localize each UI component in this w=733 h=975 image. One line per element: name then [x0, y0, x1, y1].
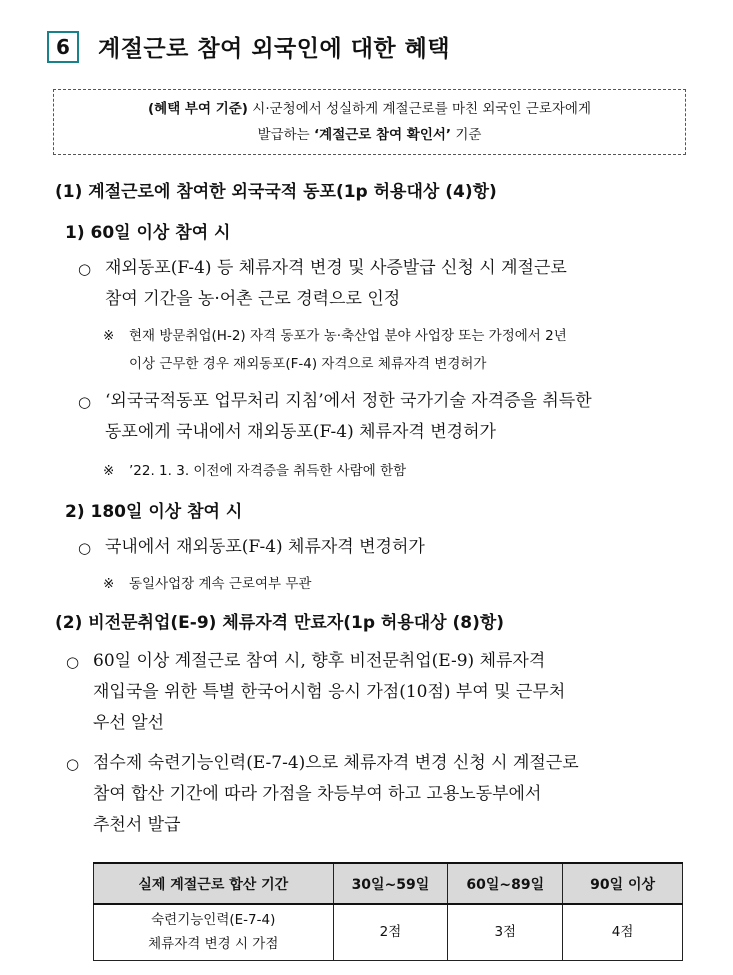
circle-bullet-icon: ○	[78, 539, 92, 557]
bullet-text	[93, 748, 688, 841]
page-title: 계절근로 참여 외국인에 대한 혜택	[98, 36, 451, 62]
bullet-line: ‘외국국적동포 업무처리 지침’에서 정한 국가기술 자격증을 취득한	[105, 391, 592, 411]
bullet-text	[105, 386, 690, 448]
bullet-line: 참여 기간을 농·어촌 근로 경력으로 인정	[105, 289, 401, 309]
criteria-line2-bold: ‘계절근로 참여 확인서’	[314, 127, 452, 143]
bullet-line: 동포에게 국내에서 재외동포(F-4) 체류자격 변경허가	[105, 422, 496, 442]
section1-heading: (1) 계절근로에 참여한 외국국적 동포(1p 허용대상 (4)항)	[55, 182, 497, 202]
table-header-cell: 90일 이상	[563, 863, 683, 904]
bullet-line: 재외동포(F-4) 등 체류자격 변경 및 사증발급 신청 시 계절근로	[105, 258, 567, 278]
bullet-line: 재입국을 위한 특별 한국어시험 응시 가점(10점) 부여 및 근무처	[93, 682, 566, 702]
table-header-row	[94, 863, 683, 904]
note-text: ’22. 1. 3. 이전에 자격증을 취득한 사람에 한함	[129, 463, 407, 479]
section1-sub1-note-2	[103, 457, 693, 485]
section2-bullet-2	[66, 748, 688, 844]
circle-bullet-icon: ○	[66, 755, 80, 773]
note-line: 현재 방문취업(H-2) 자격 동포가 농·축산업 분야 사업장 또는 가정에서 2년	[129, 328, 567, 344]
note-line: 이상 근무한 경우 재외동포(F-4) 자격으로 체류자격 변경허가	[129, 356, 487, 372]
section2-bullet-1	[66, 646, 688, 742]
table-row	[94, 904, 683, 960]
bullet-text: 국내에서 재외동포(F-4) 체류자격 변경허가	[105, 537, 425, 557]
note-text	[129, 322, 693, 378]
section1-sub2-note-1	[103, 570, 693, 598]
row-label-line: 숙련기능인력(E-7-4)	[151, 912, 276, 929]
section1-sub2-bullet-1	[78, 532, 690, 564]
table-cell: 2점	[333, 904, 448, 960]
bullet-line: 참여 합산 기간에 따라 가점을 차등부여 하고 고용노동부에서	[93, 784, 542, 804]
criteria-line-1	[54, 96, 685, 122]
bullet-line: 점수제 숙련기능인력(E-7-4)으로 체류자격 변경 신청 시 계절근로	[93, 753, 579, 773]
criteria-box	[53, 89, 686, 155]
criteria-line2-post: 기준	[451, 127, 482, 143]
circle-bullet-icon: ○	[66, 653, 80, 671]
table-cell: 3점	[448, 904, 563, 960]
table-row-label	[94, 904, 334, 960]
bonus-points-table	[93, 862, 683, 961]
section2-heading: (2) 비전문취업(E-9) 체류자격 만료자(1p 허용대상 (8)항)	[55, 613, 505, 633]
bullet-text	[93, 646, 688, 739]
section-number-badge: 6	[47, 31, 79, 63]
bullet-line: 추천서 발급	[93, 815, 181, 835]
circle-bullet-icon: ○	[78, 260, 92, 278]
table-header-cell: 30일~59일	[333, 863, 448, 904]
criteria-line1-text: 시·군청에서 성실하게 계절근로를 마친 외국인 근로자에게	[247, 101, 592, 117]
reference-mark-icon: ※	[103, 328, 115, 344]
criteria-line2-pre: 발급하는	[257, 127, 315, 143]
section1-sub2-heading: 2) 180일 이상 참여 시	[65, 502, 243, 522]
note-text: 동일사업장 계속 근로여부 무관	[129, 576, 312, 592]
table-header-cell: 60일~89일	[448, 863, 563, 904]
section1-sub1-note-1	[103, 322, 693, 378]
table-cell: 4점	[563, 904, 683, 960]
section1-sub1-bullet-1	[78, 253, 690, 317]
criteria-line-2	[54, 122, 685, 148]
section1-sub1-bullet-2	[78, 386, 690, 450]
bullet-line: 60일 이상 계절근로 참여 시, 향후 비전문취업(E-9) 체류자격	[93, 651, 546, 671]
bullet-text	[105, 253, 690, 315]
row-label-line: 체류자격 변경 시 가점	[148, 936, 279, 953]
section1-sub1-heading: 1) 60일 이상 참여 시	[65, 223, 231, 243]
bullet-line: 우선 알선	[93, 713, 165, 733]
reference-mark-icon: ※	[103, 576, 115, 592]
reference-mark-icon: ※	[103, 463, 115, 479]
criteria-label: (혜택 부여 기준)	[147, 101, 248, 117]
table-header-cell: 실제 계절근로 합산 기간	[94, 863, 334, 904]
circle-bullet-icon: ○	[78, 393, 92, 411]
